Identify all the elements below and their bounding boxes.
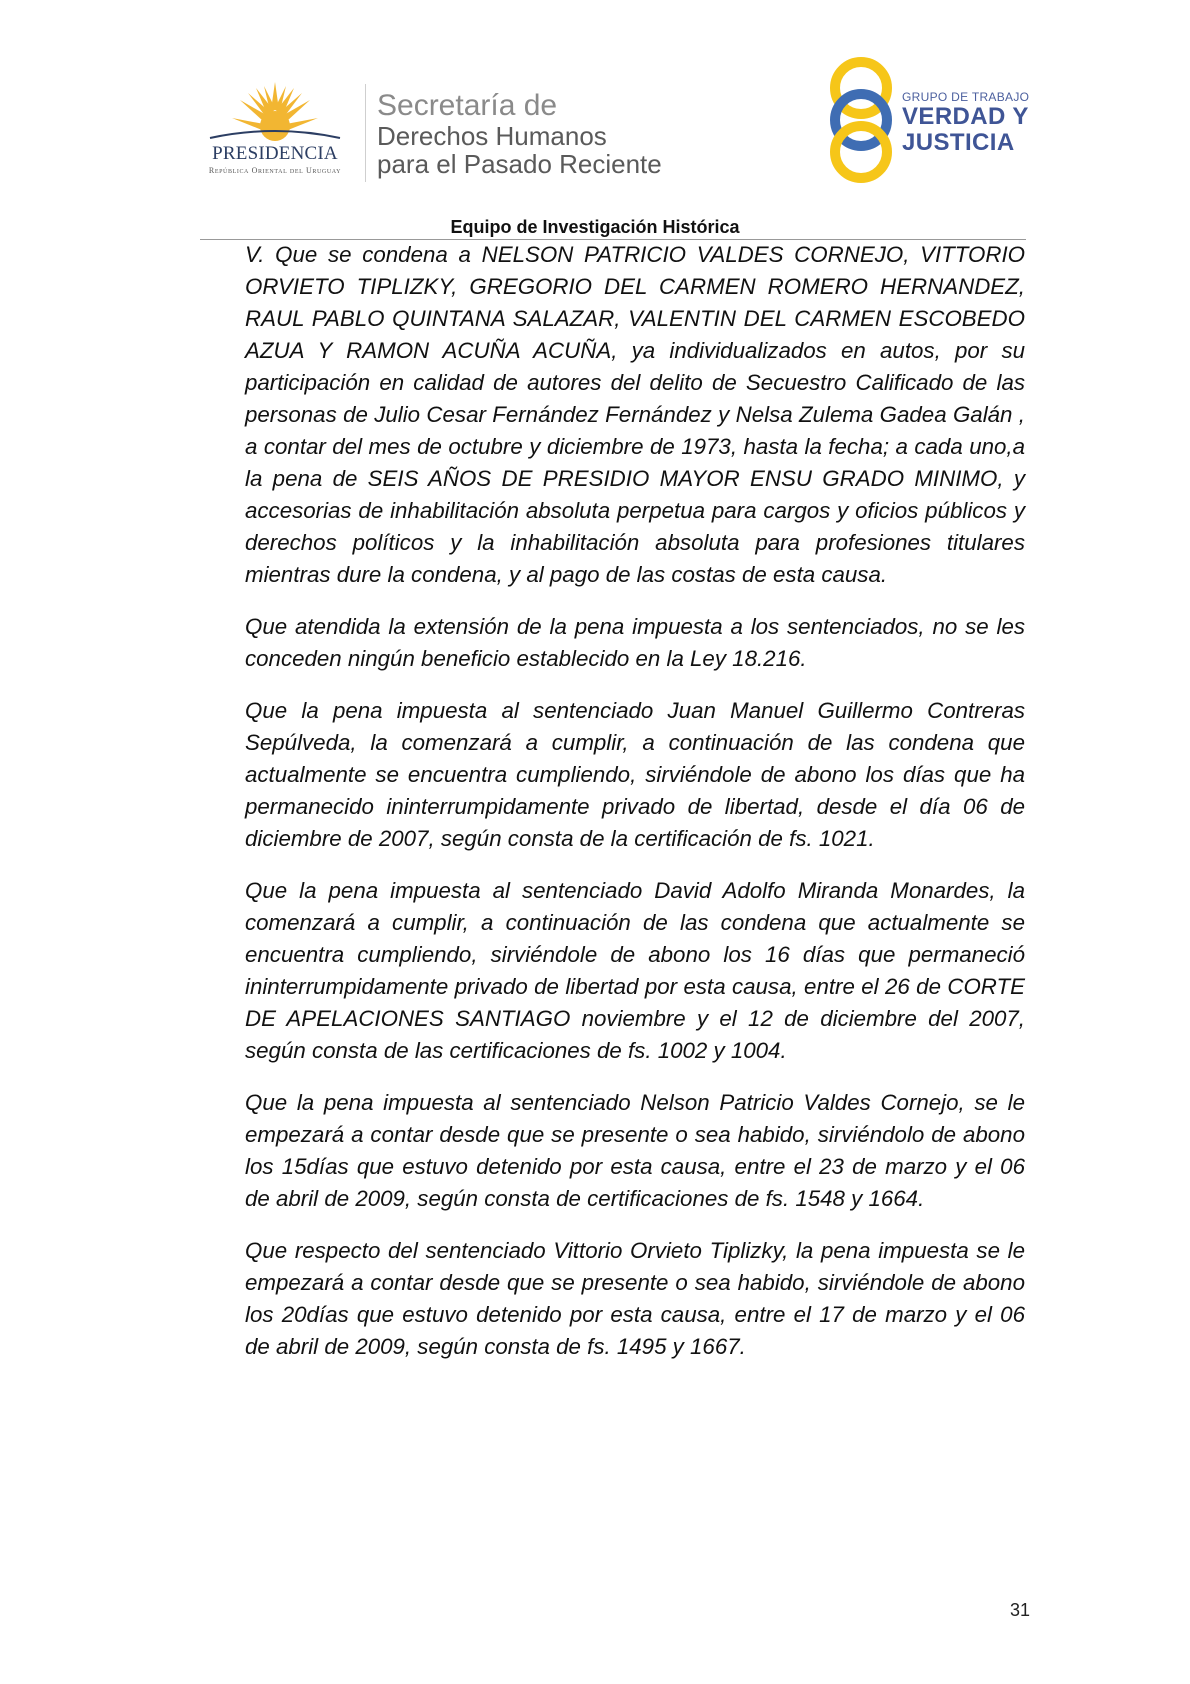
verdad-label: VERDAD Y xyxy=(902,103,1029,130)
paragraph: Que la pena impuesta al sentenciado Juan Manuel Guillermo Contreras Sepúlveda, la comenzará a cumplir, a continuación de las condena que actualmente se encuentra cumpliendo, sirviéndole de abono los días que ha permanecido ininterrumpidamente privado de libertad, desde el día 06 de diciembre de 2007, según consta de la certificación de fs. 1021. xyxy=(245,698,1025,851)
grupo-label: GRUPO DE TRABAJO xyxy=(902,90,1030,104)
verdad-justicia-text xyxy=(902,90,1029,156)
paragraph: Que la pena impuesta al sentenciado David Adolfo Miranda Monardes, la comenzará a cumplir, a continuación de las condena que actualmente se encuentra cumpliendo, sirviéndole de abono los 16 días que permaneció ininterrumpidamente privado de libertad por esta causa, entre el 26 de CORTE DE APELACIONES SANTIAGO noviembre y el 12 de diciembre del 2007, según consta de las certificaciones de fs. 1002 y 1004. xyxy=(245,878,1025,1063)
verdad-justicia-logo xyxy=(826,56,1046,184)
paragraph: V. Que se condena a NELSON PATRICIO VALDES CORNEJO, VITTORIO ORVIETO TIPLIZKY, GREGORIO DEL CARMEN ROMERO HERNANDEZ, RAUL PABLO QUINTANA SALAZAR, VALENTIN DEL CARMEN ESCOBEDO AZUA Y RAMON ACUÑA ACUÑA, ya individualizados en autos, por su participación en calidad de autores del delito de Secuestro Calificado de las personas de Julio Cesar Fernández Fernández y Nelsa Zulema Gadea Galán , a contar del mes de octubre y diciembre de 1973, hasta la fecha; a cada uno,a la pena de SEIS AÑOS DE PRESIDIO MAYOR ENSU GRADO MINIMO, y accesorias de inhabilitación absoluta perpetua para cargos y oficios públicos y derechos políticos y la inhabilitación absoluta para profesiones titulares mientras dure la condena, y al pago de las costas de esta causa. xyxy=(245,242,1025,587)
interlocking-rings-icon xyxy=(826,56,896,184)
presidencia-name: PRESIDENCIA xyxy=(212,143,338,164)
paragraph: Que respecto del sentenciado Vittorio Orvieto Tiplizky, la pena impuesta se le empezará a contar desde que se presente o sea habido, sirviéndole de abono los 20días que estuvo detenido por esta causa, entre el 17 de marzo y el 06 de abril de 2009, según consta de fs. 1495 y 1667. xyxy=(245,1238,1025,1359)
page-header xyxy=(0,0,1190,240)
secretaria-line-2: Derechos Humanos xyxy=(377,121,607,151)
team-title: Equipo de Investigación Histórica xyxy=(450,217,740,237)
sun-icon xyxy=(196,80,354,146)
page-number: 31 xyxy=(1009,1600,1030,1620)
secretaria-line-1: Secretaría de xyxy=(377,89,558,122)
secretaria-line-3: para el Pasado Reciente xyxy=(377,149,662,179)
header-divider xyxy=(365,84,366,182)
document-body xyxy=(245,239,1025,1383)
secretaria-logo-text xyxy=(377,90,717,178)
paragraph: Que la pena impuesta al sentenciado Nelson Patricio Valdes Cornejo, se le empezará a contar desde que se presente o sea habido, sirviéndolo de abono los 15días que estuvo detenido por esta causa, entre el 23 de marzo y el 06 de abril de 2009, según consta de certificaciones de fs. 1548 y 1664. xyxy=(245,1090,1025,1211)
presidencia-logo xyxy=(196,80,354,180)
justicia-label: JUSTICIA xyxy=(902,129,1015,156)
paragraph: Que atendida la extensión de la pena impuesta a los sentenciados, no se les conceden ningún beneficio establecido en la Ley 18.216. xyxy=(245,614,1025,671)
presidencia-subtitle: República Oriental del Uruguay xyxy=(208,166,342,175)
